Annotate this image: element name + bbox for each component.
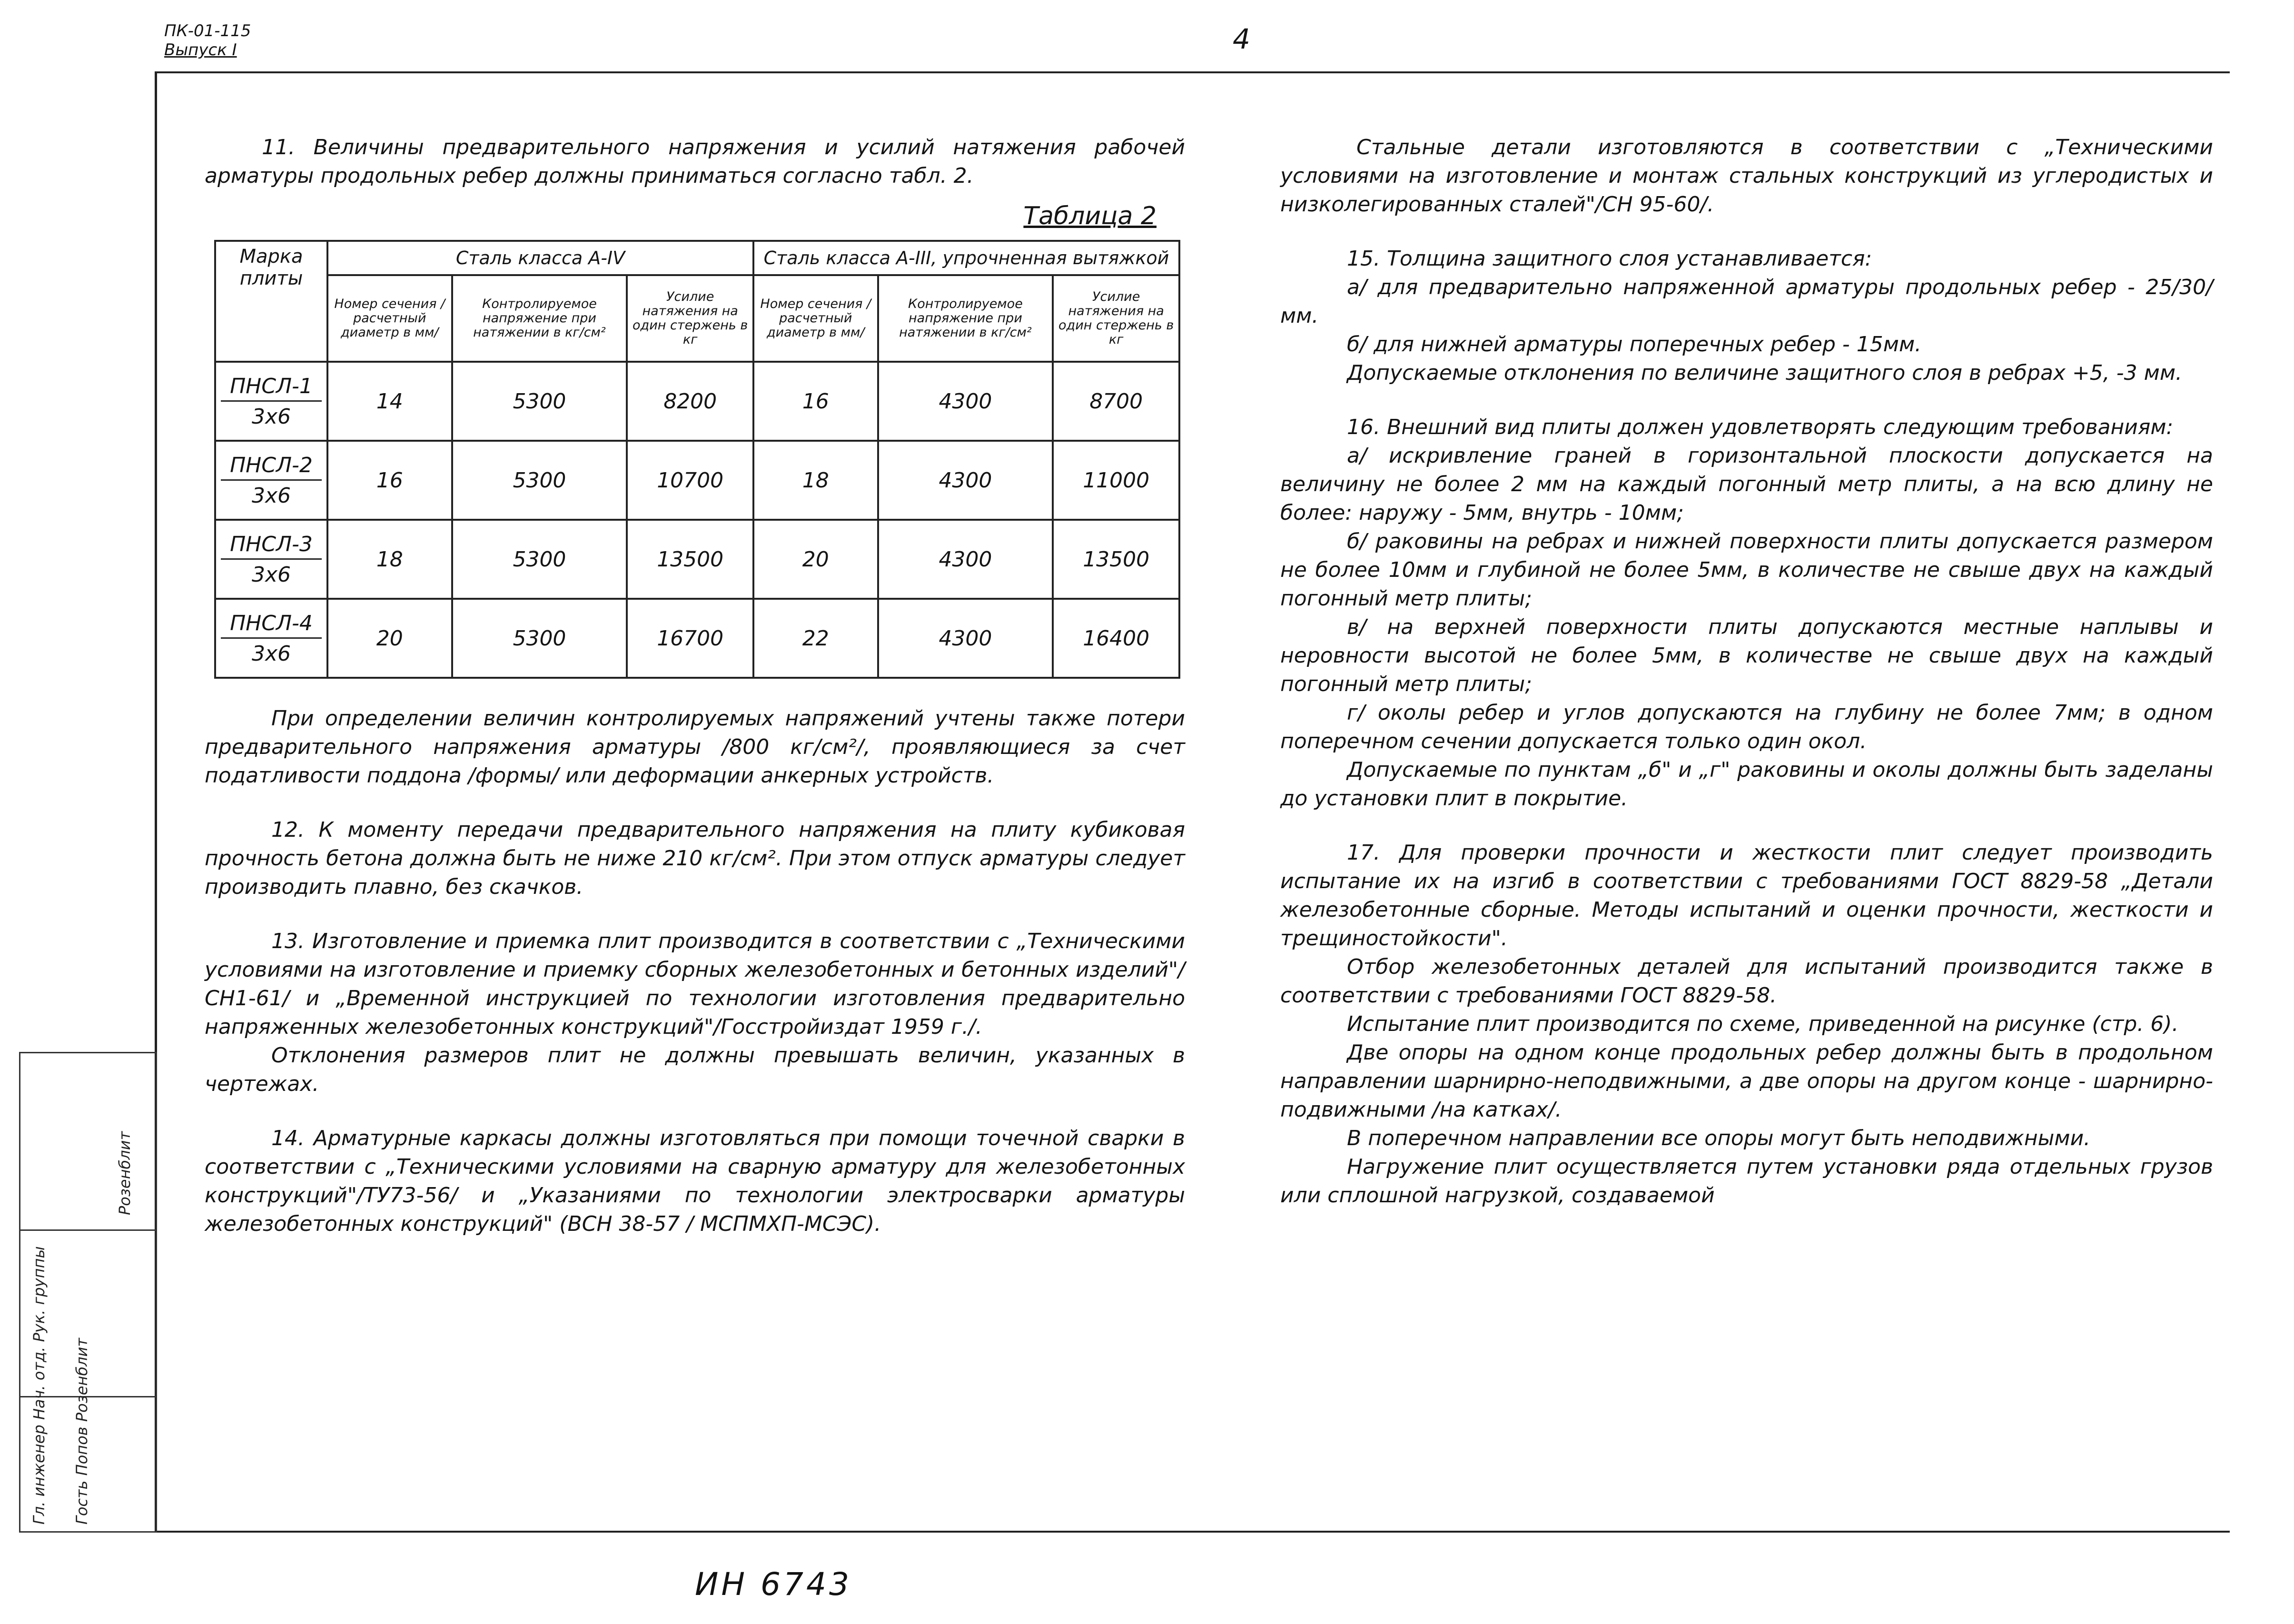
table-subheader: Усилие натяжения на один стержень в кг — [1053, 275, 1179, 362]
table-subheader: Усилие натяжения на один стержень в кг — [627, 275, 753, 362]
brand-size: 3х6 — [251, 483, 291, 508]
paragraph-13: 13. Изготовление и приемка плит производится в соответствии с „Техническими условиями на изготовление и приемку сборных железобетонных и бетонных изделий"/СН1-61/ и „Временной инструкцией по технологии изготовления предварительно напряженных железобетонных конструкций"/Госстройиздат 1959 г./. — [205, 929, 1192, 1039]
paragraph-15a: а/ для предварительно напряженной арматуры продольных ребер - 25/30/мм. — [1280, 275, 2213, 328]
paragraph-16e: Допускаемые по пунктам „б" и „г" раковины и околы должны быть заделаны до установки плит в покрытие. — [1280, 758, 2220, 811]
paragraph-steel-details: Стальные детали изготовляются в соответствии с „Техническими условиями на изготовление и монтаж стальных конструкций из углеродистых и низколегированных сталей"/СН 95-60/. — [1280, 135, 2220, 217]
paragraph-losses: При определении величин контролируемых напряжений учтены также потери предварительного напряжения арматуры /800 кг/см²/, проявляющиеся за счет податливости поддона /формы/ или деформации анкерных устройств. — [205, 706, 1192, 788]
corner-code — [164, 21, 251, 59]
table-subheader: Контролируемое напряжение при натяжении в кг/см² — [878, 275, 1053, 362]
paragraph-15b: б/ для нижней арматуры поперечных ребер - 15мм. — [1347, 332, 1922, 356]
table-subheader: Контролируемое напряжение при натяжении в кг/см² — [452, 275, 627, 362]
paragraph-14: 14. Арматурные каркасы должны изготовляться при помощи точечной сварки в соответствии с „Техническими условиями на сварную арматуру для железобетонных конструкций"/ТУ73-56/ и „Указаниями по технологии электросварки арматуры железобетонных конструкций" (ВСН 38-57 / МСПМХП-МСЭС). — [205, 1126, 1192, 1236]
brand-cell — [215, 362, 327, 441]
table-caption: Таблица 2 — [1023, 202, 1157, 230]
table-cell: 13500 — [1053, 520, 1179, 599]
table-row — [215, 599, 1179, 678]
brand-name: ПНСЛ-2 — [221, 453, 322, 481]
table-cell: 8700 — [1053, 362, 1179, 441]
paragraph-16c: в/ на верхней поверхности плиты допускаются местные наплывы и неровности высотой не более 5мм, в количестве не свыше двух на каждый погонный метр плиты; — [1280, 615, 2220, 696]
brand-cell — [215, 441, 327, 520]
paragraph-17-loading: Нагружение плит осуществляется путем установки ряда отдельных грузов или сплошной нагрузкой, создаваемой — [1280, 1155, 2220, 1208]
table-cell: 16 — [327, 441, 452, 520]
brand-name: ПНСЛ-1 — [221, 374, 322, 402]
table-header-group-a4: Сталь класса А-IV — [327, 241, 753, 275]
stamp-names: Гость Попов Розенблит — [73, 1338, 91, 1525]
paragraph-17: 17. Для проверки прочности и жесткости плит следует производить испытание их на изгиб в соответствии с требованиями ГОСТ 8829-58 „Детали железобетонные сборные. Методы испытаний и оценки прочности, жесткости и трещиностойкости". — [1280, 841, 2220, 951]
paragraph-16b: б/ раковины на ребрах и нижней поверхности плиты допускается размером не более 10мм и глубиной не более 5мм, в количестве не свыше двух на каждый погонный метр плиты; — [1280, 529, 2220, 611]
brand-cell — [215, 520, 327, 599]
brand-cell — [215, 599, 327, 678]
table-cell: 5300 — [452, 520, 627, 599]
table-header-group-a3: Сталь класса А-III, упрочненная вытяжкой — [753, 241, 1179, 275]
brand-size: 3х6 — [251, 562, 291, 587]
table-header-brand: Марка плиты — [215, 241, 327, 362]
table-subheader: Номер сечения /расчетный диаметр в мм/ — [753, 275, 878, 362]
table-cell: 4300 — [878, 441, 1053, 520]
table-cell: 14 — [327, 362, 452, 441]
brand-size: 3х6 — [251, 404, 291, 429]
table-cell: 20 — [753, 520, 878, 599]
table-cell: 16700 — [627, 599, 753, 678]
table-row — [215, 520, 1179, 599]
paragraph-13-deviations: Отклонения размеров плит не должны превышать величин, указанных в чертежах. — [205, 1043, 1192, 1096]
inventory-number: ИН 6743 — [695, 1566, 852, 1603]
table-cell: 22 — [753, 599, 878, 678]
table-cell: 18 — [753, 441, 878, 520]
table-cell: 5300 — [452, 599, 627, 678]
paragraph-17-sampling: Отбор железобетонных деталей для испытаний производится также в соответствии с требованиями ГОСТ 8829-58. — [1280, 955, 2220, 1008]
table-cell: 5300 — [452, 362, 627, 441]
table-subheader: Номер сечения /расчетный диаметр в мм/ — [327, 275, 452, 362]
stamp-signature: Розенблит — [116, 1131, 134, 1215]
table-row — [215, 362, 1179, 441]
paragraph-11: 11. Величины предварительного напряжения и усилий натяжения рабочей арматуры продольных ребер должны приниматься согласно табл. 2. — [205, 135, 1192, 188]
paragraph-17-scheme: Испытание плит производится по схеме, приведенной на рисунке (стр. 6). — [1347, 1012, 2179, 1036]
table-cell: 4300 — [878, 520, 1053, 599]
paragraph-16: 16. Внешний вид плиты должен удовлетворять следующим требованиям: — [1347, 415, 2174, 439]
title-stamp — [19, 1052, 157, 1533]
paragraph-17-supports: Две опоры на одном конце продольных ребер должны быть в продольном направлении шарнирно-неподвижными, а две опоры на другом конце - шарнирно-подвижными /на катках/. — [1280, 1040, 2220, 1122]
table-cell: 5300 — [452, 441, 627, 520]
paragraph-15c: Допускаемые отклонения по величине защитного слоя в ребрах +5, -3 мм. — [1347, 361, 2182, 385]
table-cell: 20 — [327, 599, 452, 678]
table-cell: 10700 — [627, 441, 753, 520]
table-cell: 13500 — [627, 520, 753, 599]
table-cell: 11000 — [1053, 441, 1179, 520]
stamp-positions: Гл. инженер Нач. отд. Рук. группы — [30, 1246, 48, 1525]
brand-name: ПНСЛ-4 — [221, 611, 322, 639]
right-column — [1280, 133, 2220, 1210]
paragraph-16a: а/ искривление граней в горизонтальной плоскости допускается на величину не более 2 мм на каждый погонный метр плиты, а на всю длину не более: наружу - 5мм, внутрь - 10мм; — [1280, 444, 2220, 525]
corner-series: ПК-01-115 — [164, 21, 251, 40]
paragraph-15: 15. Толщина защитного слоя устанавливается: — [1347, 247, 1872, 271]
brand-name: ПНСЛ-3 — [221, 532, 322, 560]
paragraph-12: 12. К моменту передачи предварительного напряжения на плиту кубиковая прочность бетона должна быть не ниже 210 кг/см². При этом отпуск арматуры следует производить плавно, без скачков. — [205, 818, 1192, 899]
table-cell: 16 — [753, 362, 878, 441]
left-column — [205, 133, 1192, 1238]
table-cell: 18 — [327, 520, 452, 599]
table-row — [215, 441, 1179, 520]
paragraph-16d: г/ околы ребер и углов допускаются на глубину не более 7мм; в одном поперечном сечении допускается только один окол. — [1280, 701, 2220, 753]
page-number: 4 — [1233, 23, 1250, 55]
paragraph-17-transverse: В поперечном направлении все опоры могут быть неподвижными. — [1347, 1126, 2091, 1150]
table-cell: 4300 — [878, 362, 1053, 441]
corner-issue: Выпуск I — [164, 40, 237, 59]
table-cell: 4300 — [878, 599, 1053, 678]
stamp-divider — [20, 1229, 156, 1231]
table-cell: 8200 — [627, 362, 753, 441]
brand-size: 3х6 — [251, 641, 291, 666]
table-cell: 16400 — [1053, 599, 1179, 678]
table-2 — [214, 240, 1180, 679]
